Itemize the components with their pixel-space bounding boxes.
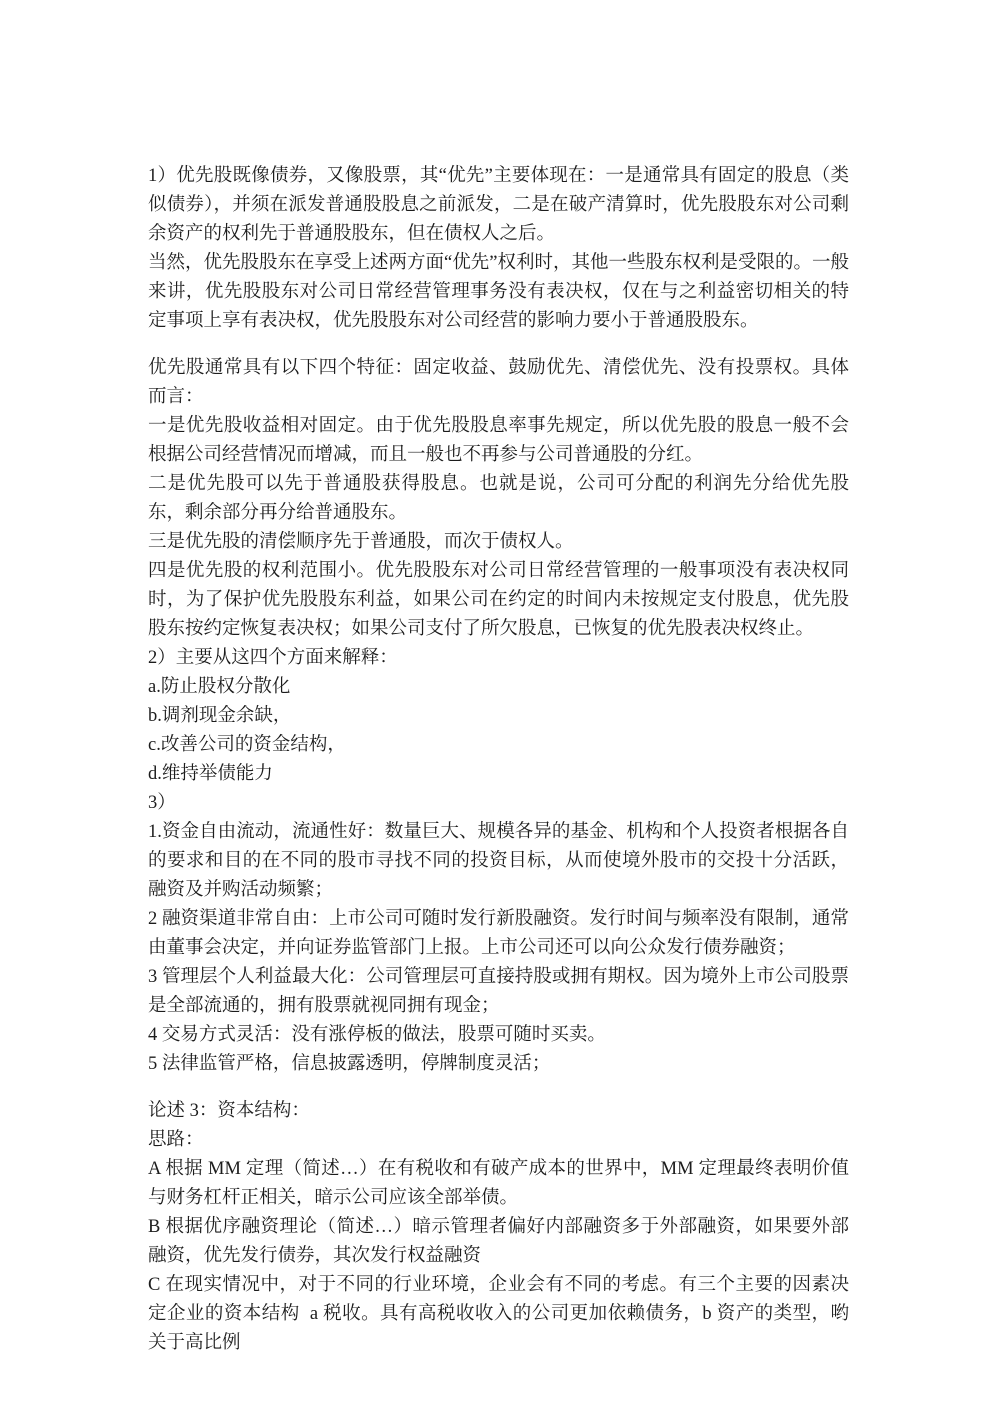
paragraph: 论述 3：资本结构： — [148, 1101, 310, 1121]
document-content — [148, 162, 849, 1358]
paragraph: 2）主要从这四个方面来解释： — [148, 648, 398, 668]
paragraph: 三是优先股的清偿顺序先于普通股，而次于债权人。 — [148, 532, 574, 552]
paragraph: a.防止股权分散化 — [148, 677, 291, 697]
paragraph: 二是优先股可以先于普通股获得股息。也就是说，公司可分配的利润先分给优先股东，剩余部分再分给普通股东。 — [148, 474, 849, 523]
paragraph: c.改善公司的资金结构， — [148, 735, 346, 755]
paragraph: 思路： — [148, 1130, 204, 1150]
paragraph: 四是优先股的权利范围小。优先股股东对公司日常经营管理的一般事项没有表决权同时，为了保护优先股股东利益，如果公司在约定的时间内未按规定支付股息，优先股股东按约定恢复表决权；如果公司支付了所欠股息，已恢复的优先股表决权终止。 — [148, 561, 849, 639]
paragraph: C 在现实情况中，对于不同的行业环境，企业会有不同的考虑。有三个主要的因素决定企业的资本结构 a 税收。具有高税收收入的公司更加依赖债务，b 资产的类型，哟关于高比例 — [148, 1275, 849, 1353]
paragraph: 3） — [148, 793, 176, 813]
paragraph: 3 管理层个人利益最大化：公司管理层可直接持股或拥有期权。因为境外上市公司股票是全部流通的，拥有股票就视同拥有现金； — [148, 967, 849, 1016]
paragraph: 优先股通常具有以下四个特征：固定收益、鼓励优先、清偿优先、没有投票权。具体而言： — [148, 358, 849, 407]
paragraph: b.调剂现金余缺， — [148, 706, 292, 726]
paragraph: 4 交易方式灵活：没有涨停板的做法，股票可随时买卖。 — [148, 1025, 606, 1045]
paragraph: 1）优先股既像债券，又像股票，其“优先”主要体现在：一是通常具有固定的股息（类似债券），并须在派发普通股股息之前派发，二是在破产清算时，优先股股东对公司剩余资产的权利先于普通股股东，但在债权人之后。 — [148, 166, 849, 244]
paragraph: d.维持举债能力 — [148, 764, 273, 784]
paragraph: A 根据 MM 定理（简述…）在有税收和有破产成本的世界中，MM 定理最终表明价值与财务杠杆正相关，暗示公司应该全部举债。 — [148, 1159, 849, 1208]
paragraph: B 根据优序融资理论（简述…）暗示管理者偏好内部融资多于外部融资，如果要外部融资，优先发行债券，其次发行权益融资 — [148, 1217, 849, 1266]
paragraph: 5 法律监管严格，信息披露透明，停牌制度灵活； — [148, 1054, 551, 1074]
paragraph: 1.资金自由流动，流通性好：数量巨大、规模各异的基金、机构和个人投资者根据各自的要求和目的在不同的股市寻找不同的投资目标，从而使境外股市的交投十分活跃，融资及并购活动频繁； — [148, 822, 849, 900]
paragraph: 一是优先股收益相对固定。由于优先股股息率事先规定，所以优先股的股息一般不会根据公司经营情况而增减，而且一般也不再参与公司普通股的分红。 — [148, 416, 849, 465]
paragraph: 当然，优先股股东在享受上述两方面“优先”权利时，其他一些股东权利是受限的。一般来讲，优先股股东对公司日常经营管理事务没有表决权，仅在与之利益密切相关的特定事项上享有表决权，优先股股东对公司经营的影响力要小于普通股股东。 — [148, 253, 849, 331]
paragraph: 2 融资渠道非常自由：上市公司可随时发行新股融资。发行时间与频率没有限制，通常由董事会决定，并向证券监管部门上报。上市公司还可以向公众发行债券融资； — [148, 909, 849, 958]
